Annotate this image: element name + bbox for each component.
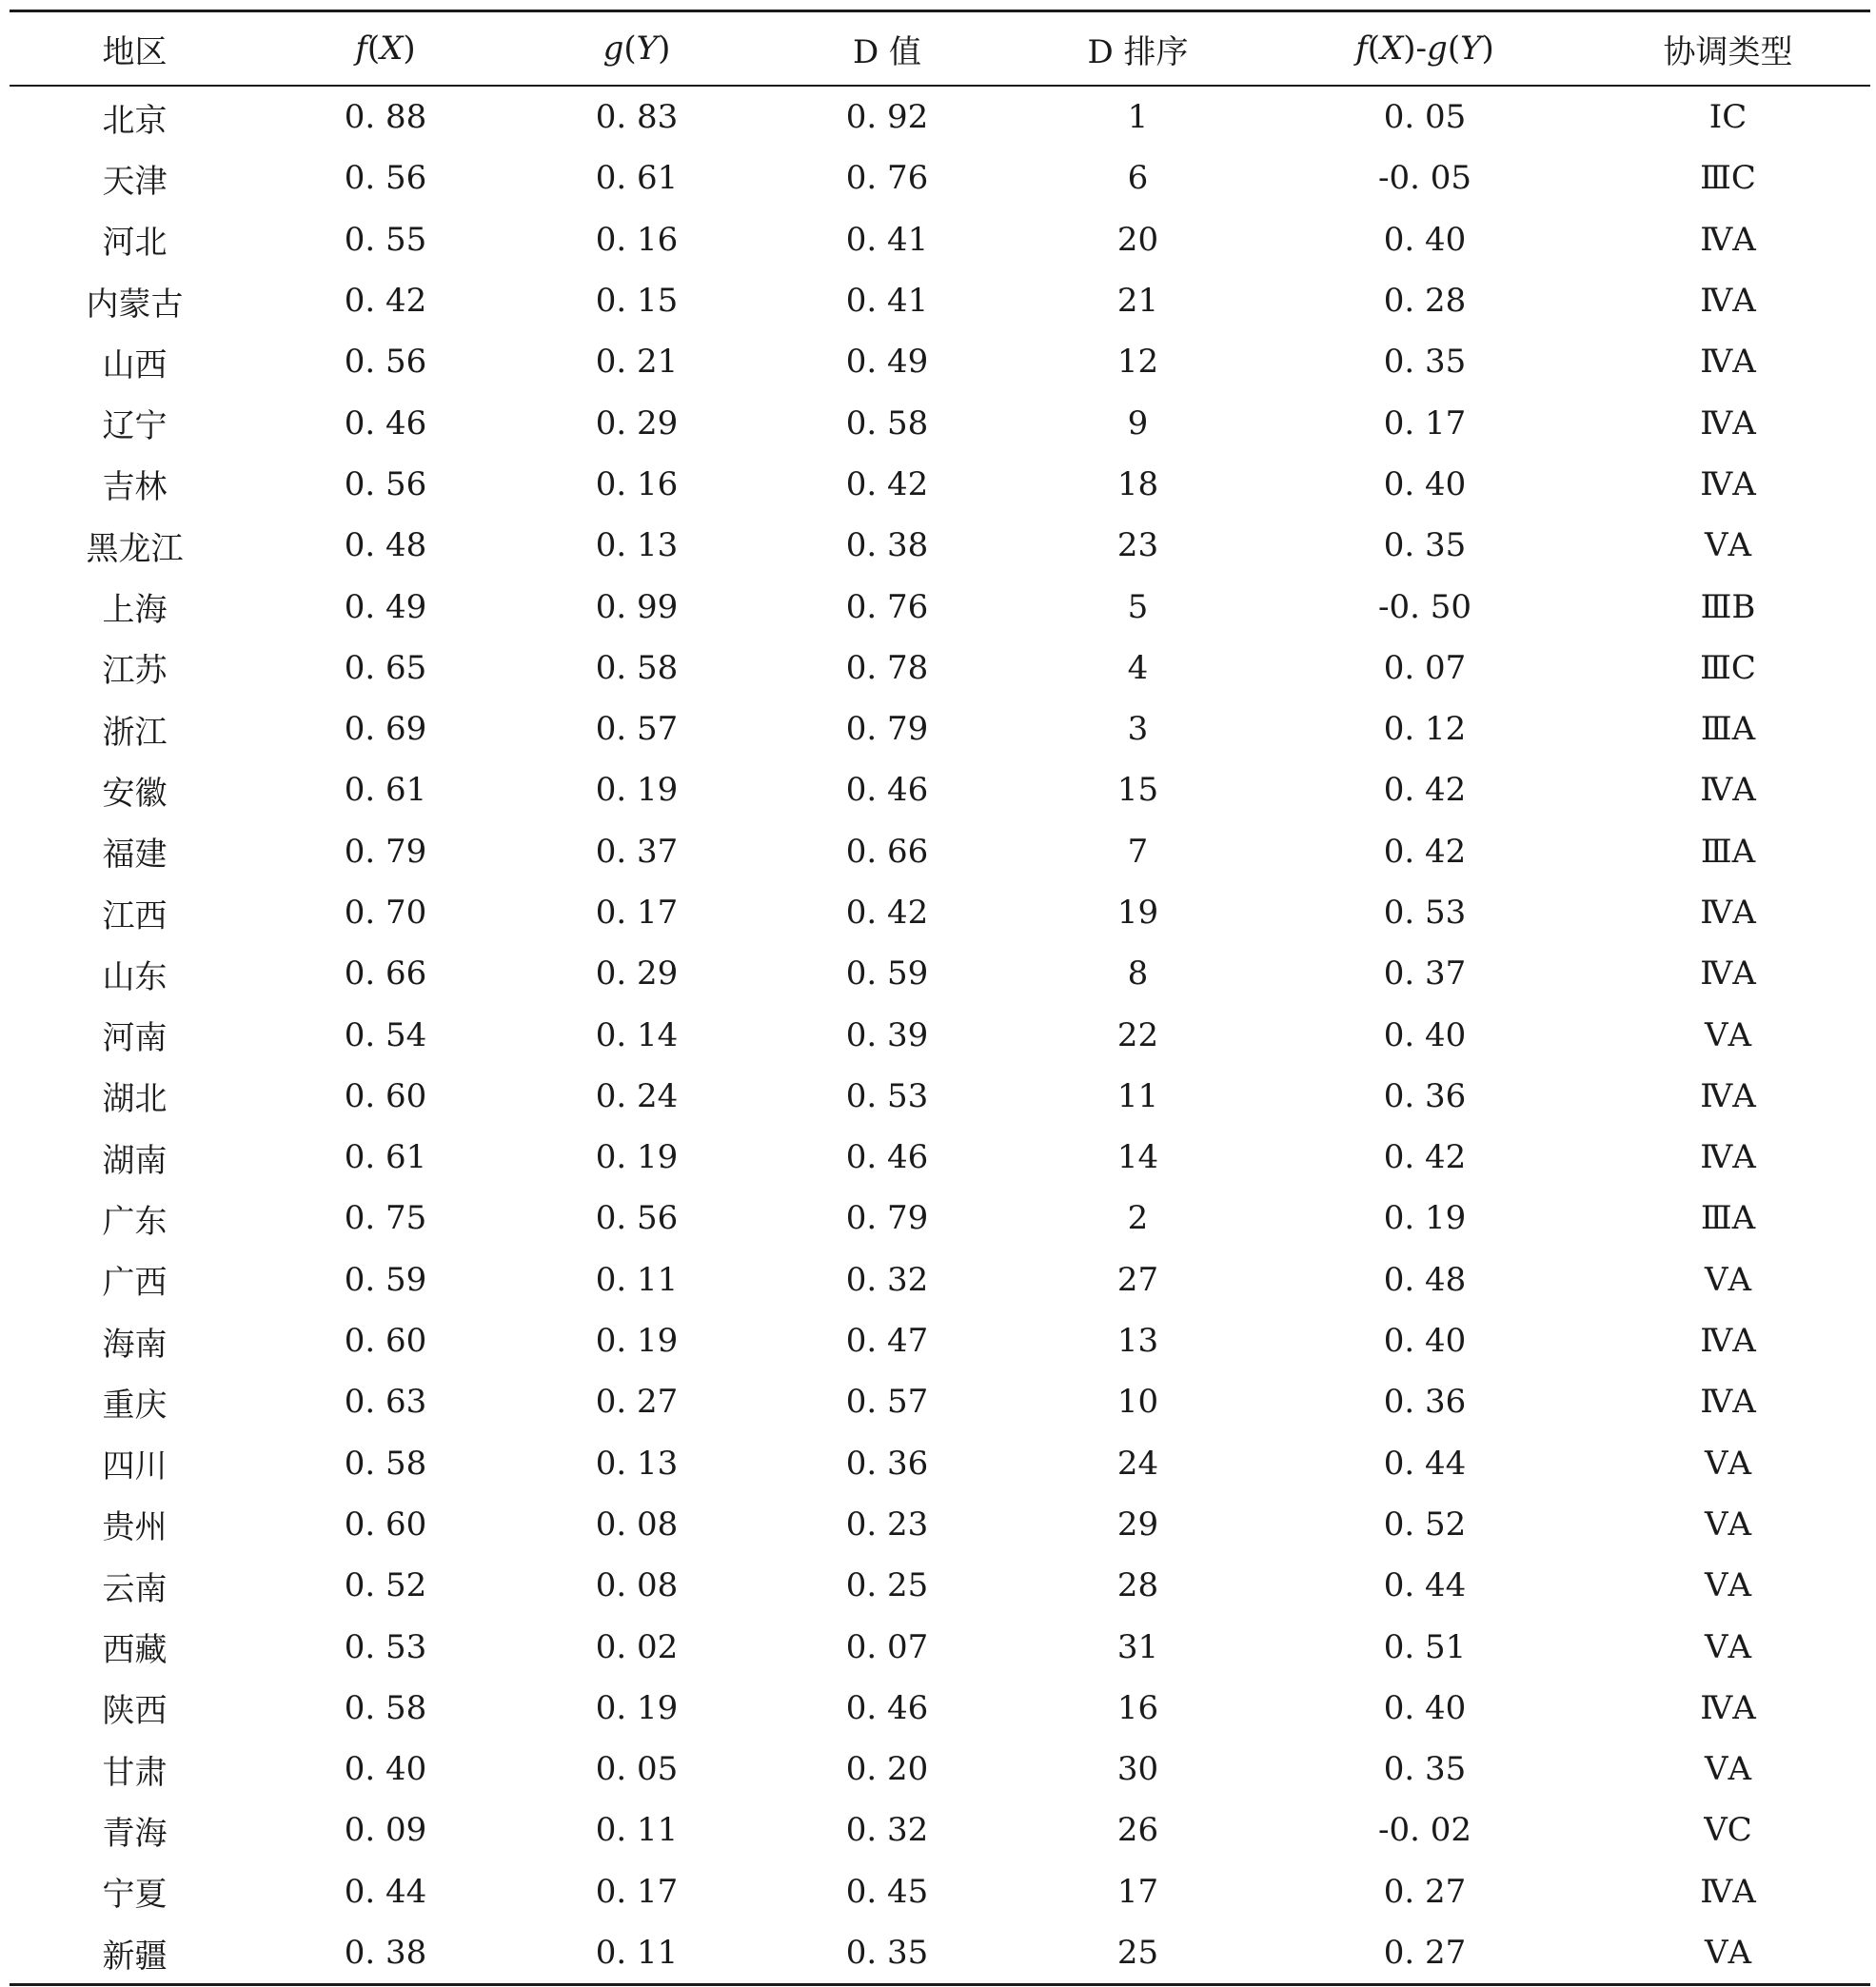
cell-fx: 0. 70 [344,894,427,932]
cell-diff: 0. 51 [1383,1627,1467,1666]
cell-region: 河南 [102,1019,168,1058]
cell-type: ⅣA [1700,282,1756,321]
header-part: ) [403,30,416,68]
cell-gy: 0. 99 [595,587,679,626]
cell-rank: 20 [1116,220,1159,259]
table-row [10,1922,1870,1985]
cell-rank: 22 [1116,1015,1159,1054]
cell-region: 陕西 [102,1692,168,1731]
table-row [10,270,1870,331]
cell-rank: 23 [1116,526,1159,565]
cell-d: 0. 38 [845,526,929,565]
cell-region: 江苏 [102,652,168,691]
cell-diff: 0. 28 [1383,282,1467,321]
table-row [10,86,1870,148]
cell-region: 宁夏 [102,1876,168,1915]
cell-fx: 0. 52 [344,1566,427,1605]
cell-gy: 0. 16 [595,464,679,503]
cell-rank: 5 [1127,587,1149,626]
table-row [10,1433,1870,1494]
cell-gy: 0. 13 [595,1444,679,1483]
cell-type: ⅤC [1704,1811,1752,1850]
cell-type: ⅢC [1700,648,1756,687]
cell-fx: 0. 63 [344,1383,427,1422]
cell-d: 0. 46 [845,771,929,810]
cell-type: ⅣA [1700,1138,1756,1177]
cell-fx: 0. 56 [344,159,427,198]
cell-d: 0. 25 [845,1566,929,1605]
cell-gy: 0. 57 [595,710,679,749]
cell-d: 0. 32 [845,1811,929,1850]
header-row [10,11,1870,87]
cell-gy: 0. 05 [595,1750,679,1789]
cell-rank: 10 [1116,1383,1159,1422]
cell-d: 0. 36 [845,1444,929,1483]
cell-d: 0. 46 [845,1688,929,1727]
cell-rank: 12 [1116,343,1159,382]
cell-rank: 16 [1116,1688,1159,1727]
table-row [10,759,1870,820]
header-part: g [1427,30,1448,68]
header-part: ( [1367,30,1381,68]
cell-region: 河北 [102,224,168,263]
cell-diff: 0. 36 [1383,1383,1467,1422]
cell-diff: 0. 40 [1383,1322,1467,1361]
table-row [10,454,1870,515]
table-row [10,638,1870,698]
cell-fx: 0. 61 [344,771,427,810]
cell-d: 0. 35 [845,1934,929,1973]
cell-diff: 0. 36 [1383,1076,1467,1115]
header-part: ) [658,30,671,68]
cell-diff: 0. 05 [1383,98,1467,137]
table-row [10,576,1870,637]
cell-fx: 0. 44 [344,1872,427,1911]
cell-d: 0. 42 [845,464,929,503]
cell-gy: 0. 13 [595,526,679,565]
column-header-fx [260,11,511,87]
cell-fx: 0. 55 [344,220,427,259]
cell-diff: 0. 27 [1383,1872,1467,1911]
table-row [10,1678,1870,1739]
cell-gy: 0. 11 [595,1811,679,1850]
cell-region: 江西 [102,896,168,935]
cell-region: 广东 [102,1202,168,1241]
cell-rank: 7 [1127,832,1149,871]
cell-gy: 0. 16 [595,220,679,259]
cell-diff: -0. 50 [1378,587,1471,626]
cell-fx: 0. 46 [344,403,427,443]
header-part: ) [1481,30,1494,68]
cell-type: ⅣA [1700,403,1756,443]
cell-fx: 0. 79 [344,832,427,871]
cell-type: ⅣA [1700,464,1756,503]
cell-fx: 0. 58 [344,1444,427,1483]
cell-d: 0. 49 [845,343,929,382]
table-row [10,515,1870,576]
cell-type: ⅢA [1700,710,1756,749]
cell-rank: 9 [1127,403,1149,443]
table-row [10,1310,1870,1371]
cell-gy: 0. 08 [595,1566,679,1605]
cell-rank: 2 [1127,1199,1149,1238]
cell-region: 云南 [102,1569,168,1608]
cell-type: ⅣA [1700,1322,1756,1361]
table-row [10,1800,1870,1860]
cell-d: 0. 79 [845,1199,929,1238]
cell-type: ⅤA [1704,1750,1752,1789]
cell-d: 0. 23 [845,1505,929,1544]
cell-type: ⅤA [1704,1627,1752,1666]
column-header-region: 地区 [10,11,260,87]
cell-d: 0. 47 [845,1322,929,1361]
cell-region: 辽宁 [102,407,168,446]
cell-gy: 0. 02 [595,1627,679,1666]
cell-d: 0. 76 [845,159,929,198]
cell-fx: 0. 48 [344,526,427,565]
cell-diff: 0. 40 [1383,1688,1467,1727]
column-header-diff [1264,11,1586,87]
cell-region: 重庆 [102,1386,168,1425]
cell-type: ⅢB [1700,587,1756,626]
table-row [10,331,1870,392]
cell-gy: 0. 11 [595,1934,679,1973]
cell-diff: 0. 35 [1383,1750,1467,1789]
cell-d: 0. 66 [845,832,929,871]
cell-diff: 0. 19 [1383,1199,1467,1238]
cell-type: ⅢA [1700,1199,1756,1238]
cell-type: ⅢA [1700,832,1756,871]
header-part: Y [1460,30,1482,68]
column-header-gy [511,11,762,87]
cell-rank: 26 [1116,1811,1159,1850]
cell-fx: 0. 56 [344,343,427,382]
cell-type: ⅣA [1700,954,1756,994]
cell-d: 0. 53 [845,1076,929,1115]
cell-type: ⅤA [1704,1505,1752,1544]
cell-fx: 0. 60 [344,1322,427,1361]
cell-region: 北京 [102,101,168,140]
cell-region: 上海 [102,591,168,630]
cell-rank: 3 [1127,710,1149,749]
cell-type: ⅣA [1700,1383,1756,1422]
cell-rank: 30 [1116,1750,1159,1789]
cell-gy: 0. 08 [595,1505,679,1544]
header-part: f [1355,30,1368,68]
cell-type: ⅠC [1708,98,1748,137]
cell-diff: 0. 35 [1383,526,1467,565]
table-row [10,392,1870,453]
cell-rank: 17 [1116,1872,1159,1911]
cell-diff: 0. 35 [1383,343,1467,382]
table-body [10,86,1870,1985]
cell-type: ⅣA [1700,1688,1756,1727]
cell-gy: 0. 19 [595,1688,679,1727]
cell-rank: 11 [1116,1076,1159,1115]
cell-region: 新疆 [102,1937,168,1976]
cell-fx: 0. 42 [344,282,427,321]
cell-type: ⅤA [1704,1934,1752,1973]
cell-rank: 1 [1127,98,1149,137]
cell-type: ⅣA [1700,220,1756,259]
cell-rank: 6 [1127,159,1149,198]
header-part: ( [1447,30,1461,68]
table-row [10,1127,1870,1188]
coordination-table-container [10,10,1870,1986]
cell-gy: 0. 14 [595,1015,679,1054]
cell-gy: 0. 61 [595,159,679,198]
cell-rank: 8 [1127,954,1149,994]
cell-fx: 0. 61 [344,1138,427,1177]
cell-rank: 19 [1116,894,1159,932]
cell-type: ⅤA [1704,526,1752,565]
table-row [10,1555,1870,1616]
cell-d: 0. 59 [845,954,929,994]
cell-diff: 0. 52 [1383,1505,1467,1544]
cell-region: 黑龙江 [86,529,184,568]
cell-type: ⅣA [1700,343,1756,382]
cell-region: 青海 [102,1814,168,1853]
cell-fx: 0. 60 [344,1505,427,1544]
cell-gy: 0. 17 [595,894,679,932]
cell-d: 0. 41 [845,282,929,321]
column-header-rank: D 排序 [1012,11,1264,87]
cell-gy: 0. 83 [595,98,679,137]
cell-type: ⅢC [1700,159,1756,198]
cell-region: 广西 [102,1264,168,1303]
cell-region: 山东 [102,957,168,996]
cell-rank: 28 [1116,1566,1159,1605]
cell-region: 甘肃 [102,1753,168,1792]
cell-rank: 18 [1116,464,1159,503]
cell-diff: 0. 37 [1383,954,1467,994]
header-part: )- [1403,30,1428,68]
table-row [10,209,1870,270]
cell-gy: 0. 24 [595,1076,679,1115]
cell-type: ⅤA [1704,1260,1752,1299]
table-row [10,1249,1870,1310]
cell-diff: 0. 07 [1383,648,1467,687]
cell-diff: -0. 05 [1378,159,1471,198]
header-part: Y [636,30,659,68]
cell-diff: 0. 53 [1383,894,1467,932]
cell-fx: 0. 60 [344,1076,427,1115]
cell-region: 内蒙古 [86,285,184,324]
cell-diff: 0. 40 [1383,1015,1467,1054]
table-row [10,882,1870,943]
column-header-d: D 值 [762,11,1012,87]
cell-rank: 29 [1116,1505,1159,1544]
cell-fx: 0. 65 [344,648,427,687]
cell-gy: 0. 29 [595,403,679,443]
table-row [10,1616,1870,1677]
cell-fx: 0. 66 [344,954,427,994]
cell-rank: 21 [1116,282,1159,321]
table-row [10,1066,1870,1127]
header-part: g [602,30,624,68]
cell-diff: -0. 02 [1378,1811,1471,1850]
header-part: X [1380,30,1404,68]
table-row [10,148,1870,208]
coordination-table [10,10,1870,1986]
cell-region: 贵州 [102,1508,168,1547]
cell-d: 0. 78 [845,648,929,687]
cell-type: ⅤA [1704,1444,1752,1483]
cell-fx: 0. 59 [344,1260,427,1299]
cell-fx: 0. 38 [344,1934,427,1973]
cell-diff: 0. 40 [1383,220,1467,259]
table-row [10,1188,1870,1249]
cell-type: ⅣA [1700,771,1756,810]
table-row [10,1371,1870,1432]
cell-region: 湖北 [102,1080,168,1119]
cell-fx: 0. 49 [344,587,427,626]
cell-d: 0. 79 [845,710,929,749]
cell-rank: 27 [1116,1260,1159,1299]
header-part: ( [623,30,637,68]
cell-d: 0. 76 [845,587,929,626]
table-row [10,1004,1870,1065]
cell-region: 天津 [102,162,168,201]
cell-gy: 0. 37 [595,832,679,871]
cell-fx: 0. 54 [344,1015,427,1054]
cell-d: 0. 39 [845,1015,929,1054]
cell-d: 0. 92 [845,98,929,137]
cell-diff: 0. 12 [1383,710,1467,749]
cell-d: 0. 20 [845,1750,929,1789]
cell-gy: 0. 21 [595,343,679,382]
cell-diff: 0. 48 [1383,1260,1467,1299]
header-part: X [380,30,404,68]
cell-d: 0. 42 [845,894,929,932]
cell-type: ⅤA [1704,1566,1752,1605]
cell-d: 0. 32 [845,1260,929,1299]
cell-gy: 0. 29 [595,954,679,994]
cell-gy: 0. 56 [595,1199,679,1238]
header-part: ( [366,30,381,68]
cell-rank: 15 [1116,771,1159,810]
cell-region: 吉林 [102,468,168,507]
cell-gy: 0. 17 [595,1872,679,1911]
cell-rank: 25 [1116,1934,1159,1973]
cell-diff: 0. 17 [1383,403,1467,443]
cell-type: ⅤA [1704,1015,1752,1054]
cell-region: 湖南 [102,1141,168,1180]
cell-d: 0. 46 [845,1138,929,1177]
cell-region: 山西 [102,345,168,384]
cell-region: 海南 [102,1325,168,1364]
cell-rank: 24 [1116,1444,1159,1483]
cell-diff: 0. 42 [1383,1138,1467,1177]
cell-diff: 0. 44 [1383,1444,1467,1483]
cell-d: 0. 58 [845,403,929,443]
table-row [10,698,1870,759]
table-row [10,821,1870,882]
cell-fx: 0. 88 [344,98,427,137]
cell-rank: 31 [1116,1627,1159,1666]
table-header [10,11,1870,87]
cell-gy: 0. 19 [595,1322,679,1361]
cell-gy: 0. 15 [595,282,679,321]
cell-gy: 0. 19 [595,1138,679,1177]
cell-type: ⅣA [1700,894,1756,932]
cell-diff: 0. 42 [1383,771,1467,810]
cell-d: 0. 45 [845,1872,929,1911]
cell-fx: 0. 69 [344,710,427,749]
cell-gy: 0. 11 [595,1260,679,1299]
cell-rank: 14 [1116,1138,1159,1177]
cell-fx: 0. 53 [344,1627,427,1666]
cell-diff: 0. 40 [1383,464,1467,503]
cell-fx: 0. 58 [344,1688,427,1727]
cell-diff: 0. 27 [1383,1934,1467,1973]
table-row [10,943,1870,1004]
cell-region: 福建 [102,836,168,875]
cell-type: ⅣA [1700,1872,1756,1911]
header-part: f [355,30,367,68]
cell-fx: 0. 56 [344,464,427,503]
table-row [10,1494,1870,1555]
cell-rank: 13 [1116,1322,1159,1361]
cell-d: 0. 57 [845,1383,929,1422]
cell-region: 安徽 [102,774,168,813]
cell-rank: 4 [1127,648,1149,687]
cell-gy: 0. 19 [595,771,679,810]
cell-diff: 0. 44 [1383,1566,1467,1605]
cell-region: 四川 [102,1447,168,1486]
cell-type: ⅣA [1700,1076,1756,1115]
cell-fx: 0. 75 [344,1199,427,1238]
cell-region: 西藏 [102,1631,168,1670]
cell-gy: 0. 27 [595,1383,679,1422]
cell-d: 0. 07 [845,1627,929,1666]
cell-d: 0. 41 [845,220,929,259]
cell-fx: 0. 09 [344,1811,427,1850]
table-row [10,1861,1870,1922]
table-row [10,1739,1870,1800]
column-header-type: 协调类型 [1586,11,1870,87]
cell-gy: 0. 58 [595,648,679,687]
cell-fx: 0. 40 [344,1750,427,1789]
cell-region: 浙江 [102,713,168,752]
cell-diff: 0. 42 [1383,832,1467,871]
